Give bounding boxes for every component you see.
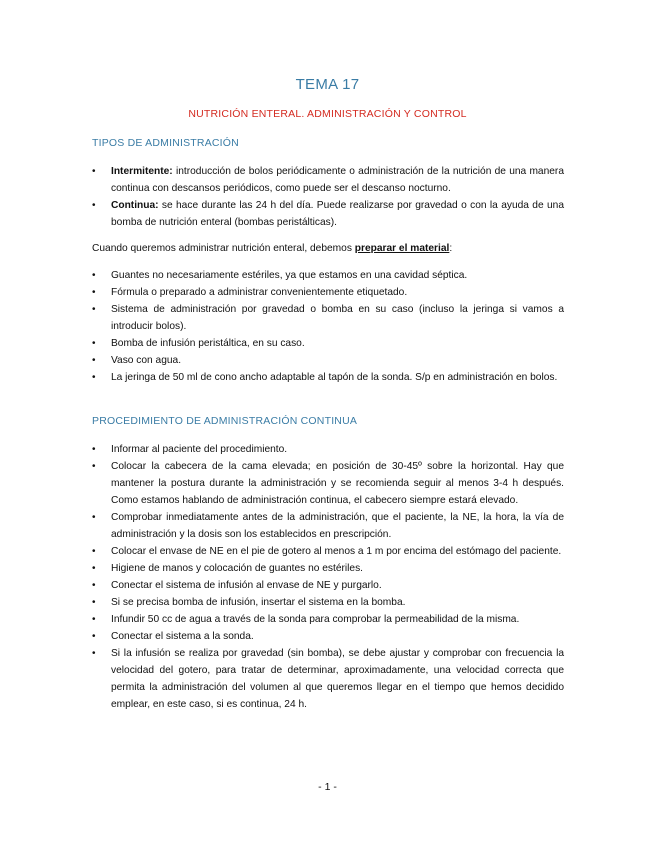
bullet-icon: • xyxy=(92,512,96,523)
bullet-icon: • xyxy=(92,200,96,211)
bullet-icon: • xyxy=(92,304,96,315)
item-text: Guantes no necesariamente estériles, ya que estamos en una cavidad séptica. xyxy=(111,270,468,281)
list-item xyxy=(92,509,564,543)
bullet-icon: • xyxy=(92,631,96,642)
intro-end: : xyxy=(449,243,453,254)
bullet-icon: • xyxy=(92,270,96,281)
bullet-icon: • xyxy=(92,444,96,455)
page-title: TEMA 17 xyxy=(295,76,360,93)
bullet-icon: • xyxy=(92,372,96,383)
bullet-icon: • xyxy=(92,355,96,366)
item-text: Bomba de infusión peristáltica, en su caso. xyxy=(111,338,305,349)
item-lead: Intermitente: xyxy=(111,166,173,177)
item-text: La jeringa de 50 ml de cono ancho adaptable al tapón de la sonda. S/p en administración en bolos. xyxy=(111,372,558,383)
item-text: Colocar la cabecera de la cama elevada; en posición de 30-45º sobre la horizontal. Hay que mantener la postura durante la administración y se recomienda seguir al menos 3-4 h después. Como estamos hablando de administración continua, el cabecero siempre estará elevado. xyxy=(111,461,564,506)
page-subtitle: NUTRICIÓN ENTERAL. ADMINISTRACIÓN Y CONTROL xyxy=(188,108,467,120)
bullet-icon: • xyxy=(92,580,96,591)
list-item xyxy=(92,267,564,284)
item-text: Informar al paciente del procedimiento. xyxy=(111,444,288,455)
list-item xyxy=(92,284,564,301)
item-text: Conectar el sistema a la sonda. xyxy=(111,631,254,642)
intro-text: Cuando queremos administrar nutrición enteral, debemos xyxy=(92,243,355,254)
list-item xyxy=(92,594,564,611)
item-text: se hace durante las 24 h del día. Puede realizarse por gravedad o con la ayuda de una bomba de nutrición enteral (bombas peristálticas). xyxy=(111,200,564,228)
item-text: Higiene de manos y colocación de guantes no estériles. xyxy=(111,563,364,574)
list-item xyxy=(92,543,564,560)
list-item xyxy=(92,560,564,577)
tipos-list xyxy=(92,163,564,231)
section-heading-tipos: TIPOS DE ADMINISTRACIÓN xyxy=(92,137,239,149)
list-item xyxy=(92,197,564,231)
section-heading-procedimiento: PROCEDIMIENTO DE ADMINISTRACIÓN CONTINUA xyxy=(92,415,358,427)
list-item xyxy=(92,577,564,594)
item-text: Colocar el envase de NE en el pie de gotero al menos a 1 m por encima del estómago del paciente. xyxy=(111,546,562,557)
page-number: - 1 - xyxy=(318,781,337,793)
item-lead: Continua: xyxy=(111,200,159,211)
list-item xyxy=(92,441,564,458)
bullet-icon: • xyxy=(92,546,96,557)
list-item xyxy=(92,369,564,386)
item-text: Comprobar inmediatamente antes de la administración, que el paciente, la NE, la hora, la vía de administración y la dosis son los establecidos en prescripción. xyxy=(111,512,564,540)
list-item xyxy=(92,458,564,509)
item-text: Vaso con agua. xyxy=(111,355,182,366)
bullet-icon: • xyxy=(92,597,96,608)
list-item xyxy=(92,645,564,713)
procedimiento-list xyxy=(92,441,564,713)
list-item xyxy=(92,335,564,352)
list-item xyxy=(92,163,564,197)
list-item xyxy=(92,611,564,628)
material-list xyxy=(92,267,564,386)
item-text: Si la infusión se realiza por gravedad (sin bomba), se debe ajustar y comprobar con frecuencia la velocidad del gotero, para tratar de determinar, aproximadamente, una velocidad correcta que permita la administración del volumen al que queremos llegar en el tiempo que hemos decidido emplear, en este caso, si es continua, 24 h. xyxy=(111,648,564,710)
item-text: introducción de bolos periódicamente o administración de la nutrición de una manera continua con descansos periódicos, como puede ser el descanso nocturno. xyxy=(111,166,564,194)
bullet-icon: • xyxy=(92,563,96,574)
item-text: Infundir 50 cc de agua a través de la sonda para comprobar la permeabilidad de la misma. xyxy=(111,614,520,625)
list-item xyxy=(92,352,564,369)
item-text: Sistema de administración por gravedad o bomba en su caso (incluso la jeringa si vamos a introducir bolos). xyxy=(111,304,564,332)
intro-emphasis: preparar el material xyxy=(354,243,450,254)
bullet-icon: • xyxy=(92,166,96,177)
list-item xyxy=(92,301,564,335)
bullet-icon: • xyxy=(92,614,96,625)
bullet-icon: • xyxy=(92,338,96,349)
item-text: Si se precisa bomba de infusión, insertar el sistema en la bomba. xyxy=(111,597,406,608)
bullet-icon: • xyxy=(92,461,96,472)
list-item xyxy=(92,628,564,645)
item-text: Fórmula o preparado a administrar convenientemente etiquetado. xyxy=(111,287,408,298)
item-text: Conectar el sistema de infusión al envase de NE y purgarlo. xyxy=(111,580,382,591)
material-intro xyxy=(92,240,452,257)
bullet-icon: • xyxy=(92,648,96,659)
bullet-icon: • xyxy=(92,287,96,298)
